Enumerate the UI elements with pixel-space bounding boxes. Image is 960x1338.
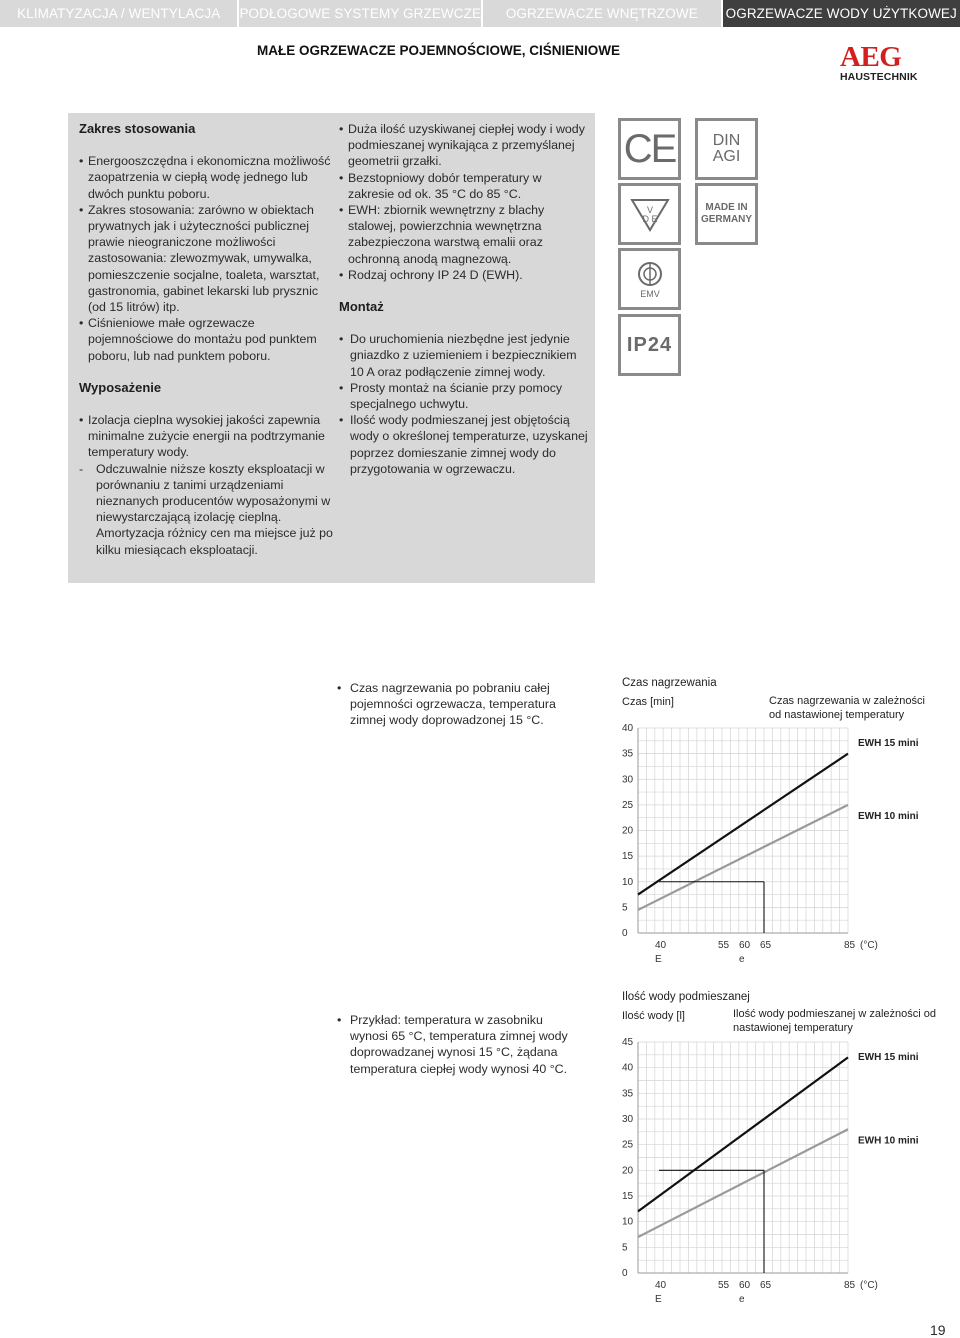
ce-icon: CE [623,127,676,171]
y-tick-label: 40 [622,1062,634,1074]
y-tick-label: 25 [622,799,634,811]
list-item: • Energooszczędna i ekonomiczna możliwość zaopatrzenia w ciepłą wodę jednego lub dwóch punktu poboru. [79,153,334,202]
series-line [638,754,848,895]
list-item: • Izolacja cieplna wysokiej jakości zapewnia minimalne zużycie energii na podtrzymanie temperatury wody. [79,412,334,461]
aeg-logo [840,41,918,83]
tab-podlogowe[interactable]: PODŁOGOWE SYSTEMY GRZEWCZE [239,0,481,27]
list-item: • Duża ilość uzyskiwanej ciepłej wody i wody podmieszanej wynikająca z przemyślanej geometrii grzałki. [339,121,591,170]
dash-item-text: Odczuwalnie niższe koszty eksploatacji w porównaniu z tanimi urządzeniami nieznanych producentów wyposażonymi w niewystarczającą izolację cieplną. Amortyzacja różnicy cen ma miejsce już po kilku miesiącach eksploatacji. [96,461,333,557]
chart-ylabel: Ilość wody [l] [622,1010,685,1022]
list-item-dash: - Odczuwalnie niższe koszty eksploatacji w porównaniu z tanimi urządzeniami nieznanych producentów wyposażonymi w niewystarczającą izolację cieplną. Amortyzacja różnicy cen ma miejsce już po kilku miesiącach eksploatacji. [79,461,333,557]
list-item: • Do uruchomienia niezbędne jest jedynie gniazdko z uziemieniem i bezpiecznikiem 10 A oraz podłączenie zimnej wody. [339,331,591,380]
usage-heading: Zakres stosowania [79,121,196,136]
din-line2: AGI [712,148,741,165]
chart-plot [600,672,950,972]
list-item: • Prosty montaż na ścianie przy pomocy specjalnego uchwytu. [339,380,591,412]
mixed-water-chart [600,986,950,1306]
din-line1: DIN [712,132,741,149]
emv-icon [628,257,672,301]
list-item: • Bezstopniowy dobór temperatury w zakresie od ok. 35 °C do 85 °C. [339,170,591,202]
x-tick-label: 40 [655,940,667,951]
tab-ogrzewacze-wnetrzowe[interactable]: OGRZEWACZE WNĘTRZOWE [483,0,720,27]
x-tick-label: 55 [718,1280,730,1291]
x-sub-label: e [739,954,745,965]
x-unit-label: (°C) [860,1280,878,1291]
made-line1: MADE IN [705,202,748,213]
ip-label: IP24 [626,333,673,356]
y-tick-label: 25 [622,1139,634,1151]
series-line [638,805,848,910]
y-tick-label: 35 [622,1088,634,1100]
y-tick-label: 15 [622,1191,634,1202]
y-tick-label: 10 [622,1216,634,1228]
tab-ogrzewacze-wody[interactable]: OGRZEWACZE WODY UŻYTKOWEJ [723,0,960,27]
chart-description: Czas nagrzewania w zależności od nastawionej temperatury [769,695,925,721]
list-item: • Ilość wody podmieszanej jest objętością wody o określonej temperaturze, uzyskanej poprzez domieszanie zimnej wody do przygotowania w ogrzewaczu. [339,412,591,477]
emv-badge [618,248,681,310]
x-unit-label: (°C) [860,940,878,951]
y-tick-label: 5 [622,902,628,914]
x-tick-label: 85 [844,1280,856,1291]
din-agi-badge [695,118,758,180]
vde-icon [628,192,672,236]
series-label: EWH 10 mini [858,810,919,822]
page-subtitle: MAŁE OGRZEWACZE POJEMNOŚCIOWE, CIŚNIENIOWE [257,43,621,58]
y-tick-label: 0 [622,1268,628,1279]
list-item: • Czas nagrzewania po pobraniu całej pojemności ogrzewacza, temperatura zimnej wody doprowadzonej 15 °C. [337,680,577,729]
list-item: • Ciśnieniowe małe ogrzewacze pojemnościowe do montażu pod punktem poboru, lub nad punktem poboru. [79,315,334,364]
x-tick-label: 60 [739,1280,751,1291]
y-tick-label: 20 [622,1165,634,1177]
chart1-note [337,680,577,729]
usage-list [79,153,334,364]
list-item: • Zakres stosowania: zarówno w obiektach prywatnych jak i użyteczności publicznej prawie nieograniczone możliwości zastosowania: zlewozmywak, umywalka, pomieszczenie socjalne, toaleta, warsztat, gastronomia, gabinet lekarski lub prysznic (od 15 litrów) itp. [79,202,334,315]
y-tick-label: 45 [622,1037,634,1048]
chart-description: Ilość wody podmieszanej w zależności od nastawionej temperatury [733,1008,936,1034]
list-item: • Rodzaj ochrony IP 24 D (EWH). [339,267,591,283]
x-tick-label: 65 [760,1280,772,1291]
y-tick-label: 30 [622,1114,634,1125]
mounting-heading: Montaż [339,299,384,315]
equipment-list [79,412,334,558]
list-item: • EWH: zbiornik wewnętrzny z blachy stalowej, powierzchnia wewnętrzna zabezpieczona warstwą emalii oraz ochronną anodą magnezową. [339,202,591,267]
series-label: EWH 15 mini [858,1052,919,1063]
tab-klimatyzacja[interactable]: KLIMATYZACJA / WENTYLACJA [0,0,237,27]
chart2-note [337,1012,577,1077]
ip-rating-badge [618,314,681,376]
y-tick-label: 15 [622,851,634,863]
vde-bottom: D E [641,214,658,224]
top-navigation [0,0,960,27]
vde-badge [618,183,681,245]
y-tick-label: 30 [622,774,634,786]
chart-title: Czas nagrzewania [622,677,717,689]
chart-ylabel: Czas [min] [622,696,674,708]
mounting-list [339,331,591,477]
x-tick-label: 60 [739,940,751,951]
y-tick-label: 20 [622,825,634,837]
features-list [339,121,591,283]
x-tick-label: 55 [718,940,730,951]
column-left [79,121,334,558]
y-tick-label: 5 [622,1242,628,1254]
list-item: • Przykład: temperatura w zasobniku wynosi 65 °C, temperatura zimnej wody doprowadzanej wynosi 15 °C, żądana temperatura ciepłej wody wynosi 40 °C. [337,1012,577,1077]
x-tick-label: 85 [844,940,856,951]
y-tick-label: 0 [622,928,628,939]
y-tick-label: 40 [622,723,634,734]
chart-title: Ilość wody podmieszanej [622,991,750,1003]
x-tick-label: 65 [760,940,772,951]
logo-brand: AEG [840,41,902,73]
x-sub-label: e [739,1294,745,1305]
made-line2: GERMANY [700,214,753,225]
equipment-heading: Wyposażenie [79,379,162,395]
y-tick-label: 35 [622,748,634,760]
series-label: EWH 15 mini [858,738,919,749]
logo-tagline: HAUSTECHNIK [840,71,918,83]
heating-time-chart [600,672,950,972]
vde-top: V [646,205,653,215]
emv-label: EMV [639,289,660,299]
series-label: EWH 10 mini [858,1135,919,1147]
ce-mark-badge [618,118,681,180]
column-middle [339,121,591,477]
page-number: 19 [930,1322,946,1338]
x-sub-label: E [655,1294,662,1305]
x-sub-label: E [655,954,662,965]
y-tick-label: 10 [622,876,634,888]
made-in-germany-badge [695,183,758,245]
x-tick-label: 40 [655,1280,667,1291]
chart-plot [600,986,950,1306]
